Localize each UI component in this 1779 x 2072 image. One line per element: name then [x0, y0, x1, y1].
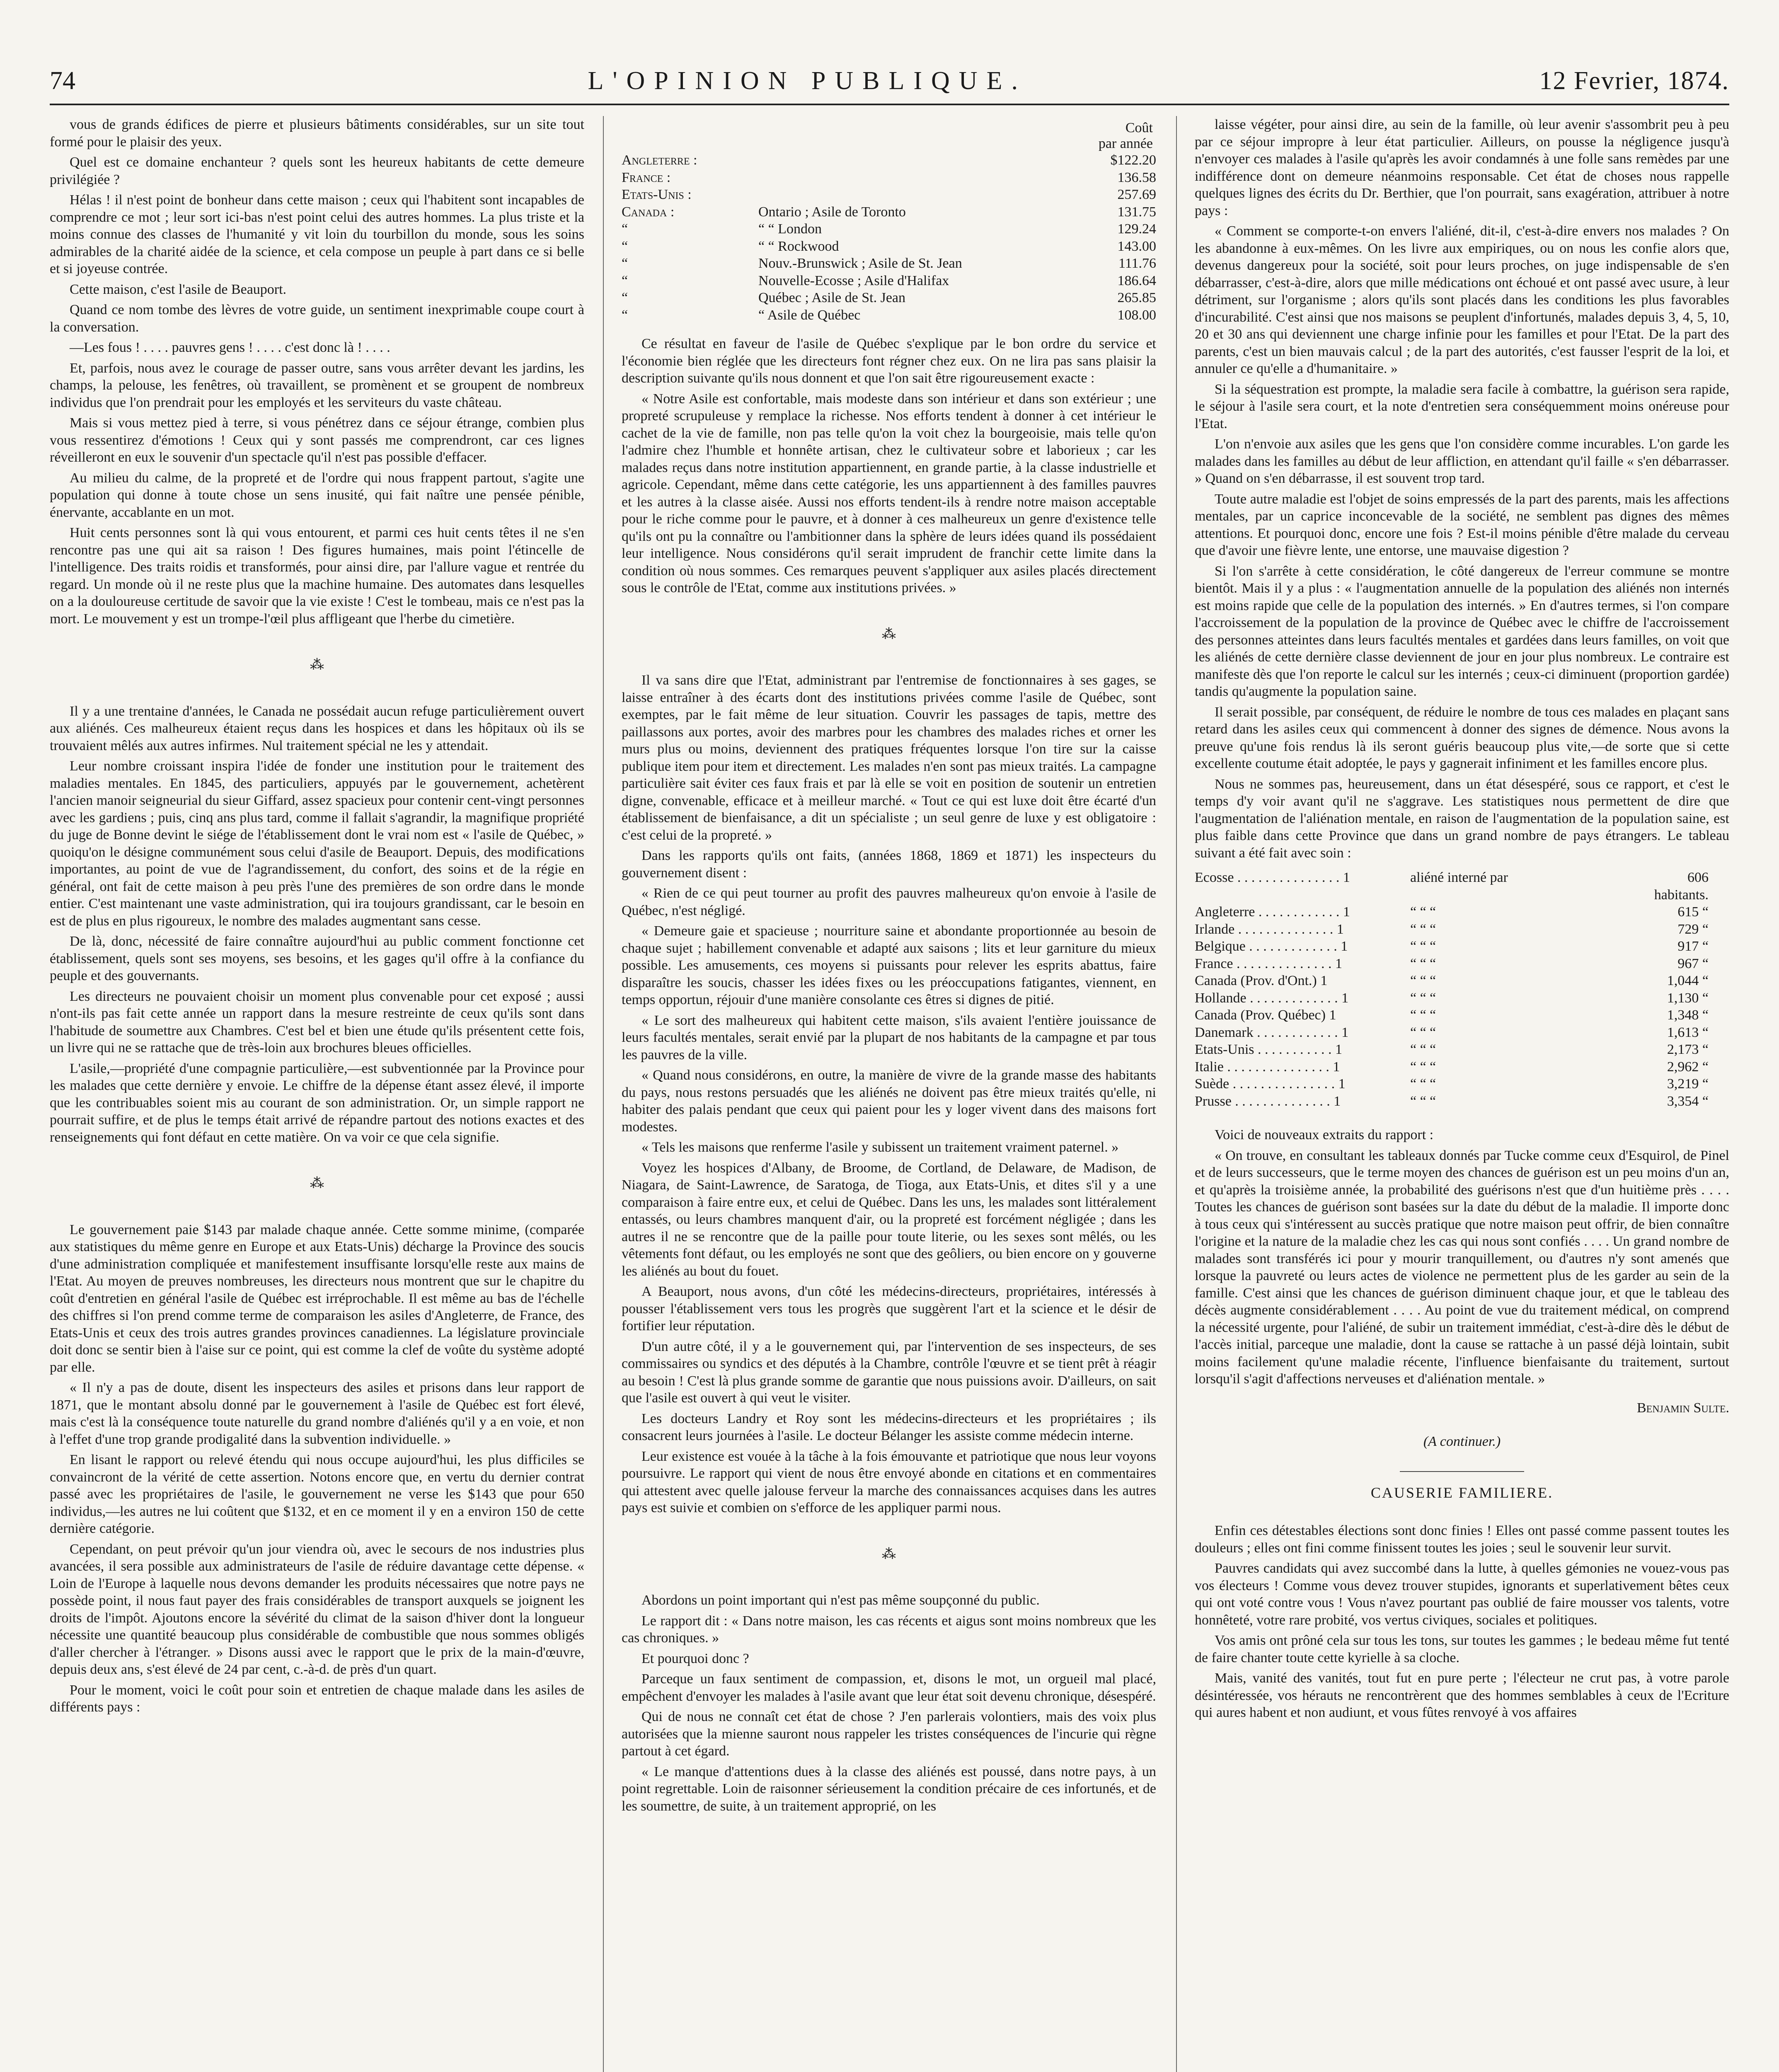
- stats-label: “ “ “: [1410, 904, 1436, 920]
- section-title: CAUSERIE FAMILIERE.: [1370, 1484, 1554, 1501]
- col3-section-3: [1195, 1522, 1729, 1721]
- paragraph: D'un autre côté, il y a le gouvernement qui, par l'intervention de ses inspecteurs, de ses commissaires ou syndics et des députés à la Chambre, contrôle l'œuvre et se tient prêt à réagir au besoin ! C'est là plus grande somme de garantie que nous puissions avoir. D'ailleurs, on sait que l'asile est ouvert à qui veut le visiter.: [622, 1339, 1156, 1406]
- paragraph: De là, donc, nécessité de faire connaître aujourd'hui au public comment fonctionne cet établissement, quels sont ses moyens, ses besoins, et les gages qu'il offre à la confiance du peuple et des gouvernants.: [50, 934, 584, 983]
- stats-row: [1195, 921, 1729, 938]
- stats-row: [1195, 903, 1729, 921]
- paragraph: « On trouve, en consultant les tableaux donnés par Tucke comme ceux d'Esquirol, de Pinel et de leurs successeurs, que le terme moyen des chances de guérison est un peu moins d'un an, et qu'après la troisième année, la probabilité des guérisons n'est que d'un huitième près . . . . Toutes les chances de guérison sont basées sur la date du début de la maladie. Il importe donc à tous ceux qui s'intéressent au succès pratique que notre maison peut offrir, de bien connaître l'origine et la nature de la maladie chez les cas qui nous sont confiés . . . . Un grand nombre de malades sont transférés ici pour y mourir tranquillement, ou d'autres n'y sont amenés que lorsque la pauvreté ou leurs actes de violence ne permettent plus de les garder au sein de la famille. C'est ainsi que les chances de guérison diminuent chaque jour, et que le tableau des décès augmente considérablement . . . . Au point de vue du traitement médical, on comprend la nécessité urgente, pour l'aliéné, de subir un traitement immédiat, c'est-à-dire dès le début de l'accès initial, parceque une maladie, dont la cause se rattache à un passé déjà lointain, subit moins facilement qu'une maladie récente, l'influence bienfaisante du traitement, surtout lorsqu'il s'agit d'affections nerveuses et d'aliénation mentale. »: [1195, 1147, 1729, 1387]
- paragraph: Abordons un point important qui n'est pas même soupçonné du public.: [641, 1593, 1040, 1608]
- cost-row: [622, 186, 1156, 203]
- statistics-table: [1195, 869, 1729, 1110]
- section-separator: ⁂: [310, 1176, 324, 1191]
- paragraph: Les docteurs Landry et Roy sont les médecins-directeurs et les propriétaires ; ils consacrent leurs journées à l'asile. Le docteur Bélanger les assiste comme médecin interne.: [622, 1411, 1156, 1443]
- paragraph: Les directeurs ne pouvaient choisir un moment plus convenable pour cet exposé ; aussi n'ont-ils pas fait cette année un rapport dans la mesure restreinte de ceux qu'ils sont dans l'habitude de soumettre aux Chambres. C'est bel et bien une étude qu'ils présentent cette fois, un livre qui ne se rattache que de très-loin aux brochures bleues officielles.: [50, 988, 584, 1055]
- author-signature: Benjamin Sulte.: [1636, 1400, 1729, 1416]
- paragraph: Ce résultat en faveur de l'asile de Québec s'explique par le bon ordre du service et l'économie bien réglée que les directeurs font régner chez eux. On ne lira pas sans plaisir la description suivante qu'ils nous donnent et que l'on sait être rigoureusement exacte :: [622, 336, 1156, 386]
- stats-row: [1195, 1024, 1729, 1041]
- stats-row: [1195, 1041, 1729, 1058]
- stats-label: “ “ “: [1410, 990, 1436, 1006]
- cost-country: Etats-Unis :: [622, 187, 692, 202]
- paragraph: Enfin ces détestables élections sont donc finies ! Elles ont passé comme passent toutes les douleurs ; elles ont fini comme finissent toutes les joies ; seul le souvenir leur survit.: [1195, 1523, 1729, 1556]
- issue-date: 12 Fevrier, 1874.: [1539, 66, 1729, 95]
- cost-country: Canada :: [622, 204, 675, 220]
- cost-institution: Nouv.-Brunswick ; Asile de St. Jean: [758, 256, 962, 271]
- column-3: [1195, 116, 1729, 2072]
- stats-country: Irlande . . . . . . . . . . . . . . 1: [1195, 921, 1344, 937]
- stats-row: [1195, 1007, 1729, 1024]
- paragraph: —Les fous ! . . . . pauvres gens ! . . . . c'est donc là ! . . . .: [70, 340, 390, 355]
- col3-section-2: [1195, 1126, 1729, 1388]
- stats-value: 2,173 “: [1667, 1042, 1709, 1057]
- paragraph: « Comment se comporte-t-on envers l'aliéné, dit-il, c'est-à-dire envers nos malades ? On les abandonne à eux-mêmes. On les livre aux empiriques, ou on nous les confie alors que, devenus dangereux pour la société, soit pour leurs proches, on juge indispensable de s'en débarrasser, c'est-à-dire, alors que mille médications ont échoué et ont passé avec usure, à leur détriment, sur l'organisme ; alors qu'ils sont placés dans les conditions les plus favorables d'incurabilité. C'est ainsi que nos maisons se peuplent d'infortunés, malades depuis 3, 4, 5, 10, 20 et 30 ans qui deviennent une charge infinie pour les familles et pour l'Etat. De la part des parents, c'est un bien mauvais calcul ; de la part des autorités, c'est fausser l'esprit de la loi, et annuler ce qu'elle a d'humanitaire. »: [1195, 223, 1729, 376]
- paragraph: Qui de nous ne connaît cet état de chose ? J'en parlerais volontiers, mais des voix plus autorisées que la mienne sauront nous rappeler les tristes conséquences de l'incurie qui règne partout à cet égard.: [622, 1709, 1156, 1759]
- paragraph: Si la séquestration est prompte, la maladie sera facile à combattre, la guérison sera rapide, le séjour à l'asile sera court, et la note d'entretien sera conséquemment moins onéreuse pour l'Etat.: [1195, 381, 1729, 431]
- col1-section-1: [50, 116, 584, 627]
- columns: [50, 116, 1729, 2072]
- stats-row: [1195, 990, 1729, 1007]
- cost-country: Angleterre :: [622, 152, 697, 168]
- stats-country: Hollande . . . . . . . . . . . . . 1: [1195, 990, 1349, 1006]
- stats-value: 3,219 “: [1667, 1076, 1709, 1092]
- cost-country: “: [622, 221, 628, 237]
- paragraph: Toute autre maladie est l'objet de soins empressés de la part des parents, mais les affections mentales, par un caprice inconcevable de la société, ne semblent pas dignes des mêmes attentions. Et pourquoi donc, encore une fois ? Est-il moins pénible d'être malade du cerveau que d'avoir une fièvre lente, une entorse, une mauvaise digestion ?: [1195, 491, 1729, 558]
- paragraph: Dans les rapports qu'ils ont faits, (années 1868, 1869 et 1871) les inspecteurs du gouvernement disent :: [622, 848, 1156, 881]
- cost-row: [622, 272, 1156, 290]
- paragraph: Et pourquoi donc ?: [641, 1651, 749, 1666]
- stats-row: [1195, 1093, 1729, 1110]
- cost-value: 129.24: [1117, 221, 1156, 237]
- stats-value: 967 “: [1677, 956, 1709, 971]
- paragraph: Voici de nouveaux extraits du rapport :: [1215, 1127, 1434, 1143]
- section-separator: ⁂: [882, 626, 896, 642]
- paragraph: Au milieu du calme, de la propreté et de l'ordre qui nous frappent partout, s'agite une population qui donne à toute chose un sens inusité, qui fait naître une pensée pénible, énervante, accablante en un mot.: [50, 470, 584, 520]
- paragraph: Cependant, on peut prévoir qu'un jour viendra où, avec le secours de nos industries plus avancées, il sera possible aux administrateurs de l'asile de réduire davantage cette dépense. « Loin de l'Europe à laquelle nous devons demander les produits nécessaires que notre pays ne possède point, il nous faut payer des frais considérables de transport auxquels se joignent les droits de l'impôt. Ajoutons encore la sévérité du climat de la saison d'hiver dont la longueur nécessite une quantité beaucoup plus considérable de combustible que nous sommes obligés d'aller chercher à l'étranger. » Disons aussi avec le rapport que le prix de la main-d'œuvre, depuis deux ans, s'est élevé de 24 par cent, c.-à-d. de près d'un quart.: [50, 1541, 584, 1677]
- stats-country: Italie . . . . . . . . . . . . . . . 1: [1195, 1059, 1340, 1075]
- stats-country: Suède . . . . . . . . . . . . . . . 1: [1195, 1076, 1346, 1092]
- cost-country: “: [622, 290, 628, 305]
- paragraph: laisse végéter, pour ainsi dire, au sein de la famille, où leur avenir s'assombrit peu à peu par ce séjour impropre à leur état particulier. Ailleurs, on pousse la négligence jusqu'à n'envoyer ces malades à l'asile qu'après les avoir condamnés à une folle sans remèdes par une indifférence dont on demeure néanmoins responsable. Cet état de choses nous rappelle quelques lignes des écrits du Dr. Berthier, que l'on pourrait, sans exagération, attribuer à notre pays :: [1195, 117, 1729, 218]
- column-1: [50, 116, 584, 2072]
- cost-country: “: [622, 307, 628, 323]
- cost-row: [622, 169, 1156, 186]
- stats-row: [1195, 955, 1729, 973]
- paragraph: « Le manque d'attentions dues à la classe des aliénés est poussé, dans notre pays, à un point regrettable. Loin de raisonner sérieusement la condition précaire de ces infortunés, et de les soumettre, de suite, à un traitement approprié, on les: [622, 1764, 1156, 1814]
- paragraph: Quand ce nom tombe des lèvres de votre guide, un sentiment inexprimable coupe court à la conversation.: [50, 302, 584, 335]
- stats-value: 606 habitants.: [1654, 870, 1709, 903]
- stats-label: “ “ “: [1410, 973, 1436, 988]
- paragraph: L'on n'envoie aux asiles que les gens que l'on considère comme incurables. L'on garde les malades dans les familles au début de leur affliction, en attendant qu'il faille « s'en débarrasser. » Quand on s'en débarrasse, il est souvent trop tard.: [1195, 436, 1729, 486]
- paragraph: Il serait possible, par conséquent, de réduire le nombre de tous ces malades en plaçant sans retard dans les asiles ceux qui commencent à donner des signes de démence. Nous avons la preuve qu'une fois rendus là ils seront guéris beaucoup plus vite,—de sorte que si cette excellente coutume était adoptée, le pays y gagnerait infiniment et les familles encore plus.: [1195, 704, 1729, 771]
- stats-label: “ “ “: [1410, 1059, 1436, 1075]
- cost-country: “: [622, 273, 628, 288]
- col3-section-1: [1195, 116, 1729, 862]
- paragraph: Quel est ce domaine enchanteur ? quels sont les heureux habitants de cette demeure privilégiée ?: [50, 155, 584, 187]
- paragraph: Il va sans dire que l'Etat, administrant par l'entremise de fonctionnaires à ses gages, se laisse entraîner à des écarts dont des institutions privées comme l'asile de Québec, sont exemptes, par le fait même de leur situation. Couvrir les passages de tapis, mettre des paillassons aux portes, avoir des marbres pour les chambres des malades riches et orner les murs plus ou moins, deviennent des pratiques fréquentes lorsque l'on tire sur la caisse publique item pour item et directement. Les malades n'en sont pas mieux traités. La campagne particulière sait éviter ces faux frais et par là elle se voit en position de soutenir un entretien digne, convenable, efficace et à meilleur marché. « Tout ce qui est luxe doit être écarté d'un établissement de bienfaisance, a dit un spécialiste ; un seul genre de luxe y est obligatoire : c'est celui de la propreté. »: [622, 673, 1156, 843]
- cost-row: [622, 152, 1156, 169]
- paragraph: « Il n'y a pas de doute, disent les inspecteurs des asiles et prisons dans leur rapport de 1871, que le montant absolu donné par le gouvernement à l'asile de Québec est fort élevé, mais c'est là la conséquence toute naturelle du grand nombre d'aliénés qu'il y a en voie, et non à l'effet d'une trop grande prodigalité dans la subvention individuelle. »: [50, 1380, 584, 1447]
- stats-country: France . . . . . . . . . . . . . . 1: [1195, 956, 1343, 971]
- stats-value: 1,613 “: [1667, 1024, 1709, 1040]
- cost-value: 136.58: [1117, 169, 1156, 185]
- header-rule: [50, 104, 1729, 105]
- stats-value: 615 “: [1677, 904, 1709, 920]
- paragraph: Voyez les hospices d'Albany, de Broome, de Cortland, de Delaware, de Madison, de Niagara, de Saint-Lawrence, de Saratoga, de Tioga, aux Etats-Unis, et dites s'il y a une comparaison à faire entre eux, et celui de Québec. Dans les uns, les malades sont littéralement entassés, ou leurs chambres manquent d'air, ou la propreté est forcément négligée ; dans les autres il ne se rencontre que de la paille pour toute literie, ou les sexes sont mêlés, ou les vêtements font défaut, ou les employés ne sont que des geôliers, ou bien encore on y gouverne les aliénés au bout du fouet.: [622, 1160, 1156, 1279]
- column-rule: [603, 116, 604, 2072]
- paragraph: « Demeure gaie et spacieuse ; nourriture saine et abondante proportionnée au besoin de chaque sujet ; habillement convenable et adapté aux saisons ; lits et leur garniture du mieux possible. Les amusements, ces moyens si puissants pour relever les esprits abattus, faire disparaître les soucis, chasser les idées fixes ou les préoccupations fatigantes, viennent, en temps opportun, réjouir d'une manière consolante ces êtres si dignes de pitié.: [622, 923, 1156, 1007]
- col2-section-3: [622, 1592, 1156, 1815]
- cost-institution: [758, 152, 1073, 169]
- cost-value: $122.20: [1110, 152, 1156, 168]
- cost-row: [622, 307, 1156, 324]
- column-2: [622, 116, 1156, 2072]
- continued-note: (A continuer.): [1423, 1434, 1501, 1449]
- cost-country: “: [622, 238, 628, 254]
- col1-section-2: [50, 703, 584, 1146]
- paragraph: Hélas ! il n'est point de bonheur dans cette maison ; ceux qui l'habitent sont incapables de comprendre ce mot ; leur sort ici-bas n'est point celui des autres hommes. La plus triste et la moins connue des classes de l'humanité y vit loin du tourbillon du monde, sous les soins admirables de la charité aidée de la science, et cela compose un peuple à part dans ce si belle et si joyeuse contrée.: [50, 192, 584, 276]
- paragraph: Mais si vous mettez pied à terre, si vous pénétrez dans ce séjour étrange, combien plus vous ressentirez d'émotions ! Ceux qui y sont passés me comprendront, car ces lignes réveilleront en eux le souvenir d'un spectacle qu'il n'est pas possible d'effacer.: [50, 415, 584, 465]
- cost-value: 257.69: [1117, 187, 1156, 202]
- paragraph: En lisant le rapport ou relevé étendu qui nous occupe aujourd'hui, les plus difficiles se convaincront de la vérité de cette assertion. Notons encore que, en vertu du dernier contrat passé avec les propriétaires de l'asile, le gouvernement ne verse les $143 que pour 650 individus,—les autres ne lui coûtent que $132, et en ce moment il y en a environ 150 de cette dernière catégorie.: [50, 1452, 584, 1536]
- cost-table: [622, 120, 1156, 324]
- paragraph: « Quand nous considérons, en outre, la manière de vivre de la grande masse des habitants du pays, nous restons persuadés que les aliénés ne doivent pas être mieux traités qu'elle, ni habiter des palais pendant que ceux qui paient pour les y loger vivent dans des maisons fort modestes.: [622, 1067, 1156, 1135]
- cost-row: [622, 289, 1156, 307]
- paragraph: Le rapport dit : « Dans notre maison, les cas récents et aigus sont moins nombreux que les cas chroniques. »: [622, 1613, 1156, 1646]
- page-header: [50, 62, 1729, 99]
- section-separator: ⁂: [882, 1546, 896, 1562]
- paragraph: Le gouvernement paie $143 par malade chaque année. Cette somme minime, (comparée aux statistiques du même genre en Europe et aux Etats-Unis) décharge la Province des soucis d'une administration compliquée et manifestement insuffisante lorsqu'elle reste aux mains de l'Etat. Au moyen de preuves nombreuses, les directeurs nous montrent que sur le chapitre du coût d'entretien en général l'asile de Québec est irréprochable. Il est même au bas de l'échelle des chiffres si l'on prend comme terme de comparaison les asiles d'Angleterre, de France, des Etats-Unis et ceux des trois autres grandes provinces canadiennes. La législature provinciale doit donc se sentir bien à l'aise sur ce point, qui est comme la clef de voûte du système adopté par elle.: [50, 1222, 584, 1375]
- article-end-rule: [1400, 1471, 1524, 1472]
- paragraph: A Beauport, nous avons, d'un côté les médecins-directeurs, propriétaires, intéressés à pousser l'établissement vers tous les progrès que suggèrent l'art et la science et le désir de fortifier leur réputation.: [622, 1284, 1156, 1334]
- col2-section-1: [622, 335, 1156, 597]
- paragraph: « Notre Asile est confortable, mais modeste dans son intérieur et dans son extérieur ; une propreté scrupuleuse y remplace la richesse. Nos efforts tendent à donner à cet intérieur le cachet de la vie de famille, non pas telle qu'on la voit chez la bourgeoisie, mais telle qu'on l'admire chez l'humble et honnête artisan, chez le cultivateur sobre et laborieux ; car les malades reçus dans notre institution appartiennent, en grande partie, à la classe industrielle et agricole. Cependant, même dans cette catégorie, les uns appartiennent à des familles pauvres et les autres à la classe aisée. Aussi nos efforts tendent-ils à rendre notre maison acceptable pour le riche comme pour le pauvre, et à donner à ces malheureux un genre d'existence telle qu'ils ont pu la connaître ou l'ambitionner dans la sphère de leurs idées quand ils possédaient leur intelligence. Nous considérons qu'il serait imprudent de franchir cette limite dans la condition où nous sommes. Ces remarques peuvent s'appliquer aux asiles placés directement sous le contrôle de l'Etat, comme aux institutions privées. »: [622, 391, 1156, 595]
- paragraph: Vos amis ont prôné cela sur tous les tons, sur toutes les gammes ; le bedeau même fut tenté de faire chanter toute cette kyrielle à sa cloche.: [1195, 1633, 1729, 1665]
- stats-country: Canada (Prov. Québec) 1: [1195, 1007, 1336, 1023]
- stats-row: [1195, 1058, 1729, 1076]
- stats-row: [1195, 869, 1729, 903]
- stats-value: 1,130 “: [1667, 990, 1709, 1006]
- stats-country: Canada (Prov. d'Ont.) 1: [1195, 973, 1328, 988]
- cost-country: “: [622, 256, 628, 271]
- cost-head-line: Coût: [1125, 120, 1153, 136]
- stats-label: “ “ “: [1410, 956, 1436, 971]
- cost-institution: Ontario ; Asile de Toronto: [758, 204, 906, 220]
- cost-head-line: par année: [1098, 136, 1153, 151]
- stats-row: [1195, 972, 1729, 990]
- paragraph: L'asile,—propriété d'une compagnie particulière,—est subventionnée par la Province pour les malades que cette dernière y envoie. Le chiffre de la dépense étant assez élevé, il importe que les contribuables soient mis au courant de son administration. Or, un simple rapport ne pourrait suffire, et de plus le temps était arrivé de répandre partout des notions exactes et des renseignements qui font défaut en cette matière. On va voir ce que cela signifie.: [50, 1060, 584, 1145]
- cost-institution: [758, 169, 1073, 186]
- paragraph: Cette maison, c'est l'asile de Beauport.: [70, 281, 287, 297]
- paragraph: vous de grands édifices de pierre et plusieurs bâtiments considérables, sur un site tout formé pour le plaisir des yeux.: [50, 117, 584, 150]
- stats-country: Belgique . . . . . . . . . . . . . 1: [1195, 939, 1348, 954]
- cost-value: 131.75: [1117, 204, 1156, 220]
- stats-value: 729 “: [1677, 921, 1709, 937]
- stats-value: 1,044 “: [1667, 973, 1709, 988]
- col1-section-3: [50, 1221, 584, 1716]
- cost-value: 143.00: [1117, 238, 1156, 254]
- cost-country: France :: [622, 169, 671, 185]
- cost-value: 265.85: [1117, 290, 1156, 305]
- paragraph: « Le sort des malheureux qui habitent cette maison, s'ils avaient l'entière jouissance de leurs facultés mentales, serait envié par la plupart de nos habitants de la campagne et par tous les pauvres de la ville.: [622, 1012, 1156, 1063]
- section-separator: ⁂: [310, 657, 324, 673]
- paragraph: « Tels les maisons que renferme l'asile y subissent un traitement vraiment paternel. »: [641, 1140, 1119, 1155]
- stats-label: “ “ “: [1410, 1042, 1436, 1057]
- stats-country: Danemark . . . . . . . . . . . . 1: [1195, 1024, 1349, 1040]
- cost-row: [622, 220, 1156, 238]
- page-number: 74: [50, 66, 75, 95]
- stats-country: Angleterre . . . . . . . . . . . . 1: [1195, 904, 1350, 920]
- newspaper-title: L'OPINION PUBLIQUE.: [588, 66, 1027, 95]
- stats-value: 2,962 “: [1667, 1059, 1709, 1075]
- paragraph: Et, parfois, nous avez le courage de passer outre, sans vous arrêter devant les jardins, les champs, la pelouse, les fenêtres, où travaillent, se promènent et se groupent de nombreux individus que l'on prendrait pour les employés et les serviteurs du vaste château.: [50, 360, 584, 410]
- paragraph: Leur existence est vouée à la tâche à la fois émouvante et patriotique que nous leur voyons poursuivre. Le rapport qui vient de nous être envoyé abonde en citations et en commentaires qui attestent avec quelle jalouse ferveur la marche des connaissances acquises dans les autres pays est suivie et combien on s'efforce de les appliquer parmi nous.: [622, 1448, 1156, 1515]
- stats-label: “ “ “: [1410, 1024, 1436, 1040]
- cost-row: [622, 203, 1156, 221]
- stats-label: “ “ “: [1410, 1076, 1436, 1092]
- cost-institution: Québec ; Asile de St. Jean: [758, 290, 906, 305]
- cost-value: 111.76: [1118, 256, 1156, 271]
- stats-value: 3,354 “: [1667, 1093, 1709, 1109]
- stats-country: Etats-Unis . . . . . . . . . . . 1: [1195, 1042, 1343, 1057]
- cost-institution: [758, 186, 1073, 203]
- paragraph: Leur nombre croissant inspira l'idée de fonder une institution pour le traitement des maladies mentales. En 1845, des particuliers, appuyés par le gouvernement, achetèrent l'ancien manoir seigneurial du sieur Giffard, assez spacieux pour contenir cent-vingt personnes avec les gardiens ; puis, cinq ans plus tard, comme il fallait s'agrandir, la magnifique propriété du juge de Bonne devint le siége de l'établissement dont le vrai nom est « l'asile de Québec, » quoiqu'on le désigne communément sous celui d'asile de Beauport. Depuis, des modifications importantes, au point de vue de l'agrandissement, du confort, des soins et de la régie en général, ont fait de cette maison à peu près l'une des premières de son ordre dans le monde entier. C'est maintenant une vaste administration, qui ira toujours grandissant, car le besoin en est de plus en plus rigoureux, le nombre des malades augmentant sans cesse.: [50, 758, 584, 929]
- col2-section-2: [622, 672, 1156, 1517]
- paragraph: Mais, vanité des vanités, tout fut en pure perte ; l'électeur ne crut pas, à votre parole désintéressée, vos hérauts ne rencontrèrent que des hommes semblables à ceux de l'Ecriture qui aures habent et non audiunt, et vous fûtes renvoyé à vos affaires: [1195, 1670, 1729, 1720]
- cost-institution: Nouvelle-Ecosse ; Asile d'Halifax: [758, 273, 949, 288]
- stats-label: aliéné interné par: [1410, 870, 1508, 885]
- stats-label: “ “ “: [1410, 1093, 1436, 1109]
- stats-value: 917 “: [1677, 939, 1709, 954]
- stats-label: “ “ “: [1410, 939, 1436, 954]
- paragraph: Si l'on s'arrête à cette considération, le côté dangereux de l'erreur commune se montre bientôt. Mais il y a plus : « l'augmentation annuelle de la population des aliénés non internés est moins rapide que celle de la population des internés. » En d'autres termes, si l'on compare l'accroissement de la population de la province de Québec avec le chiffre de l'accroissement des personnes atteintes dans leurs facultés mentales et gardées dans leurs familles, on voit que les aliénés de cette dernière classe deviennent de jour en jour plus nombreux. Le contraire est manifeste dès que l'on reporte le calcul sur les internés ; ceux-ci diminuent (proportion gardée) tandis qu'augmente la population saine.: [1195, 563, 1729, 699]
- paragraph: Pauvres candidats qui avez succombé dans la lutte, à quelles gémonies ne vouez-vous pas vos électeurs ! Comme vous devez trouver stupides, ignorants et superlativement bêtes ceux qui ont voté contre vous ! Vous n'avez pourtant pas oublié de faire mousser vos talents, votre honnêteté, votre rare probité, vos vertus civiques, sociales et politiques.: [1195, 1561, 1729, 1628]
- cost-rows: [622, 152, 1156, 324]
- paragraph: Pour le moment, voici le coût pour soin et entretien de chaque malade dans les asiles de différents pays :: [50, 1682, 584, 1715]
- paragraph: Huit cents personnes sont là qui vous entourent, et parmi ces huit cents têtes il ne s'en rencontre pas une qui ait sa raison ! Des figures humaines, mais point l'étincelle de l'intelligence. Des traits roidis et transformés, pour ainsi dire, par l'allure vague et rentrée du regard. Un monde où il ne reste plus que la machine humaine. Des automates dans lesquelles on a la douloureuse certitude de savoir que la vie existe ! C'est le tombeau, mais ce n'est pas la mort. Le mouvement y est un trompe-l'œil plus affligeant que l'herbe du cimetière.: [50, 525, 584, 627]
- paragraph: « Rien de ce qui peut tourner au profit des pauvres malheureux qu'on envoie à l'asile de Québec, n'est négligé.: [622, 886, 1156, 918]
- stats-value: 1,348 “: [1667, 1007, 1709, 1023]
- cost-value: 108.00: [1117, 307, 1156, 323]
- paragraph: Nous ne sommes pas, heureusement, dans un état désespéré, sous ce rapport, et c'est le temps d'y voir avant qu'il ne s'aggrave. Les statistiques nous permettent de dire que l'augmentation de l'aliénation mentale, en raison de l'augmentation de la population saine, est plus faible dans cette Province que dans un grand nombre de pays étrangers. Le tableau suivant a été fait avec soin :: [1195, 776, 1729, 861]
- cost-row: [622, 238, 1156, 255]
- stats-country: Ecosse . . . . . . . . . . . . . . . 1: [1195, 870, 1350, 885]
- column-rule: [1176, 116, 1177, 2072]
- cost-institution: “ Asile de Québec: [758, 307, 861, 323]
- cost-institution: “ “ Rockwood: [758, 238, 839, 254]
- cost-row: [622, 255, 1156, 272]
- stats-label: “ “ “: [1410, 921, 1436, 937]
- stats-row: [1195, 1075, 1729, 1093]
- paragraph: Il y a une trentaine d'années, le Canada ne possédait aucun refuge particulièrement ouvert aux aliénés. Ces malheureux étaient reçus dans les hospices et dans les hôpitaux où ils se trouvaient mêlés aux autres infirmes. Nul traitement spécial ne les y attendait.: [50, 703, 584, 753]
- stats-country: Prusse . . . . . . . . . . . . . . 1: [1195, 1093, 1341, 1109]
- stats-label: “ “ “: [1410, 1007, 1436, 1023]
- cost-table-header: [622, 120, 1156, 152]
- stats-row: [1195, 938, 1729, 955]
- cost-institution: “ “ London: [758, 221, 822, 237]
- cost-value: 186.64: [1117, 273, 1156, 288]
- paragraph: Parceque un faux sentiment de compassion, et, disons le mot, un orgueil mal placé, empêchent d'envoyer les malades à l'asile avant que leur état soit devenu chronique, désespéré.: [622, 1671, 1156, 1704]
